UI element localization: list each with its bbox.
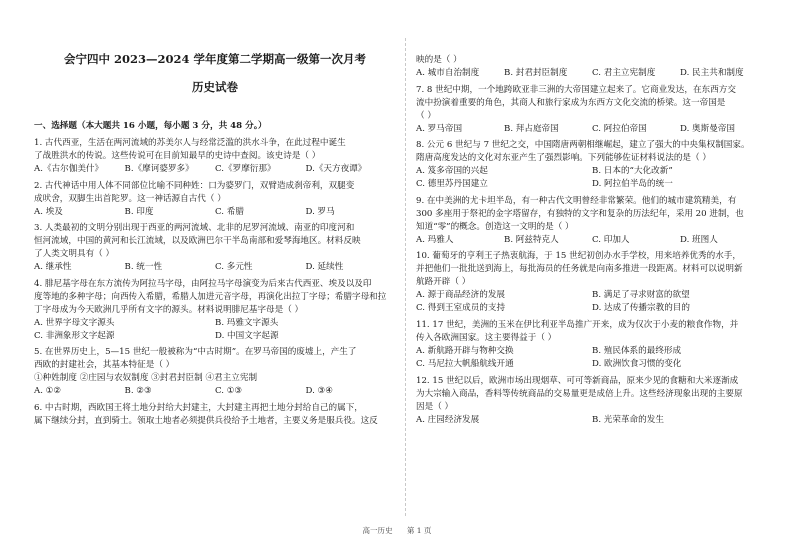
question-text-line: 300 多座用于祭祀的金字塔留存，有独特的文字和复杂的历法纪年，采用 20 进制，也 [416, 208, 744, 219]
question-block [34, 402, 396, 428]
answer-option: B. 统一性 [124, 262, 163, 273]
answer-option: C. 阿拉伯帝国 [592, 123, 647, 134]
question-text-line: 2. 古代神话中用人体不同部位比喻不同种姓：口为婆罗门，双臂造成刹帝利，双腿变 [34, 180, 355, 191]
question-block [416, 195, 768, 247]
answer-option: A. ①② [34, 386, 62, 397]
answer-option: D. 奥斯曼帝国 [680, 123, 736, 134]
question-block [416, 139, 768, 191]
answer-options-row [34, 206, 396, 219]
question-text-line: （ ） [416, 110, 436, 121]
answer-option: D.《天方夜谭》 [305, 164, 367, 174]
answer-option: D. 中国文字起源 [215, 330, 279, 341]
question-text-line: 属下继续分封，直到骑士。领取土地者必须提供兵役给予土地者，主要义务是服兵役。这反 [34, 416, 378, 426]
answer-option: D. 阿拉伯半岛的统一 [592, 179, 673, 190]
answer-option: B. 殖民体系的最终形成 [592, 346, 682, 356]
exam-subtitle: 历史试卷 [192, 80, 238, 94]
answer-option: D. 班图人 [680, 234, 718, 245]
answer-option: C. 得到王室成员的支持 [416, 303, 506, 314]
answer-option: A. 城市自治制度 [416, 68, 480, 78]
answer-option: D. ③④ [305, 386, 333, 397]
section-heading: 一、选择题（本大题共 16 小题，每小题 3 分，共 48 分。） [34, 121, 267, 131]
question-text-line: 航路开辟（ ） [416, 277, 471, 288]
answer-option: D. 民主共和制度 [680, 68, 744, 78]
question-text-line: 丁字母成为今天欧洲几乎所有文字的源头。材料说明腓尼基字母是（ ） [34, 304, 304, 315]
answer-option: B. 阿兹特克人 [504, 234, 559, 245]
answer-option: A. 源于商品经济的发展 [416, 290, 506, 301]
footer-subject: 高一历史 [362, 526, 393, 535]
question-text-line: 6. 中古时期，西欧国王将土地分封给大封建主，大封建主再把土地分封给自己的属下， [34, 403, 363, 413]
question-block [34, 278, 396, 343]
answer-option: B. 封君封臣制度 [504, 68, 568, 78]
question-text-line: 了人类文明具有（ ） [34, 249, 115, 260]
question-block [416, 375, 768, 427]
answer-options-row [416, 345, 768, 358]
question-text-line: 西欧的封建社会，其基本特征是（ ） [34, 360, 175, 371]
question-text-line: 并把他们一批批送到海上，每批海员的任务就是向南多推进一段距离。材料可以说明新 [416, 264, 743, 275]
answer-option: C. 印加人 [592, 234, 630, 245]
question-text-line: 因是（ ） [416, 401, 454, 412]
answer-option: A. 笈多帝国的兴起 [416, 166, 488, 177]
question-block [416, 54, 768, 80]
answer-options-row [34, 330, 396, 343]
question-text-line: 7. 8 世纪中期，一个地跨欧亚非三洲的大帝国建立起来了。它商业发达，在东西方交 [416, 84, 736, 95]
answer-option: A. 埃及 [34, 206, 63, 217]
answer-option: C. 君主立宪制度 [592, 68, 656, 78]
question-text-line: 度等地的多种字母；向西传入希腊，希腊人加进元音字母，再演化出拉丁字母；希腊字母和拉 [34, 291, 387, 302]
answer-options-row [416, 358, 768, 371]
answer-option: D. 欧洲饮食习惯的变化 [592, 359, 682, 369]
answer-option: B. 满足了寻求财富的欲望 [592, 290, 690, 301]
question-text-line: 12. 15 世纪以后，欧洲市场出现烟草、可可等新商品，原来少见的食糖和大米逐渐成 [416, 375, 739, 386]
question-block [416, 250, 768, 315]
question-text-line: 为大宗输入商品，香料等传统商品的交易量更是成倍上升。这些经济现象出现的主要原 [416, 388, 743, 399]
answer-option: B.《摩诃婆罗多》 [124, 164, 194, 174]
question-text-line: 传入各欧洲国家。这主要得益于（ ） [416, 333, 557, 343]
question-text-line: 3. 人类最初的文明分别出现于西亚的两河流域、北非的尼罗河流域、南亚的印度河和 [34, 223, 355, 234]
question-block [34, 180, 396, 219]
answer-option: D. 延续性 [305, 262, 344, 273]
question-text-line: 4. 腓尼基字母在东方流传为阿拉马字母，由阿拉马字母演变为后来古代西亚、埃及以及印 [34, 278, 372, 289]
answer-options-row [416, 302, 768, 315]
answer-option: C. 德里苏丹国建立 [416, 179, 488, 190]
answer-options-row [416, 67, 768, 80]
answer-options-row [416, 178, 768, 191]
page-footer [0, 525, 794, 536]
question-block [34, 346, 396, 398]
answer-option: A. 新航路开辟与物种交换 [416, 346, 514, 356]
answer-option: A. 庄园经济发展 [416, 414, 480, 425]
exam-title: 会宁四中 2023—2024 学年度第二学期高一级第一次月考 [63, 52, 367, 66]
question-text-line: 成吠舍，双脚生出首陀罗。这一神话源自古代（ ） [34, 193, 226, 204]
answer-option: A.《古尔伽美什》 [34, 164, 104, 174]
answer-option: B. 光荣革命的发生 [592, 414, 664, 425]
answer-option: A. 继承性 [34, 262, 72, 273]
column-divider [405, 38, 406, 516]
question-text-line: 1. 古代西亚，生活在两河流域的苏美尔人与经常泛滥的洪水斗争，在此过程中诞生 [34, 138, 346, 148]
question-text-line: 知道“零”的概念。创造这一文明的是（ ） [416, 221, 574, 232]
answer-option: B. 日本的“大化改新” [592, 166, 673, 177]
question-block [416, 319, 768, 371]
question-text-line: 恒河流域，中国的黄河和长江流域，以及欧洲巴尔干半岛南部和爱琴海地区。材料反映 [34, 236, 361, 247]
answer-options-row [34, 317, 396, 330]
answer-option: D. 达成了传播宗教的目的 [592, 303, 690, 314]
answer-options-row [416, 414, 768, 427]
question-text-line: 了战胜洪水的传说。这些传说可在目前知最早的史诗中查阅。该史诗是（ ） [34, 151, 321, 161]
answer-option: B. 玛雅文字源头 [215, 317, 279, 328]
question-block [34, 222, 396, 274]
question-text-line: 隋唐高度发达的文化对东亚产生了强烈影响。下列能够佐证材料说法的是（ ） [416, 153, 711, 164]
question-text-line: 10. 葡萄牙的亨利王子热衷航海，于 15 世纪初创办水手学校，用来培养优秀的水手， [416, 251, 741, 262]
answer-options-row [34, 261, 396, 274]
answer-option: B. ②③ [124, 386, 152, 397]
answer-option: C. 马尼拉大帆船航线开通 [416, 359, 514, 369]
answer-option: B. 印度 [124, 206, 154, 217]
answer-option: D. 罗马 [305, 206, 335, 217]
question-text-line: 8. 公元 6 世纪与 7 世纪之交，中国隋唐两朝相继崛起，建立了强大的中央集权制国家。 [416, 140, 750, 151]
answer-option: C. ①③ [215, 386, 243, 397]
answer-option: A. 玛雅人 [416, 234, 454, 245]
answer-options-row [416, 165, 768, 178]
footer-page-number: 第 1 页 [406, 526, 432, 535]
answer-option: C.《罗摩衍那》 [215, 164, 276, 174]
answer-option: C. 希腊 [215, 206, 244, 217]
answer-option: C. 非洲象形文字起源 [34, 330, 115, 341]
answer-option: A. 世界字母文字源头 [34, 317, 115, 328]
answer-option: C. 多元性 [215, 262, 253, 273]
answer-options-row [416, 289, 768, 302]
question-block [34, 137, 396, 176]
answer-options-row [34, 163, 396, 176]
question-text-line: 流中扮演着重要的角色，其商人和旅行家成为东西方文化交流的桥梁。这一帝国是 [416, 97, 726, 108]
answer-options-row [34, 385, 396, 398]
question-text-line: 5. 在世界历史上，5—15 世纪一般被称为“中古时期”。在罗马帝国的废墟上，产生了 [34, 347, 357, 358]
answer-option: A. 罗马帝国 [416, 123, 463, 134]
answer-options-row [416, 234, 768, 247]
answer-option: B. 拜占庭帝国 [504, 123, 559, 134]
answer-options-row [416, 123, 768, 136]
question-block [416, 84, 768, 136]
question-text-line: 映的是（ ） [416, 55, 462, 65]
question-text-line: ①种姓制度 ②庄园与农奴制度 ③封君封臣制 ④君主立宪制 [34, 373, 258, 384]
question-text-line: 9. 在中美洲的尤卡坦半岛，有一种古代文明曾经非常繁荣。他们的城市建筑精美，有 [416, 195, 737, 206]
question-text-line: 11. 17 世纪，美洲的玉米在伊比利亚半岛推广开来，成为仅次于小麦的粮食作物，并 [416, 320, 739, 330]
